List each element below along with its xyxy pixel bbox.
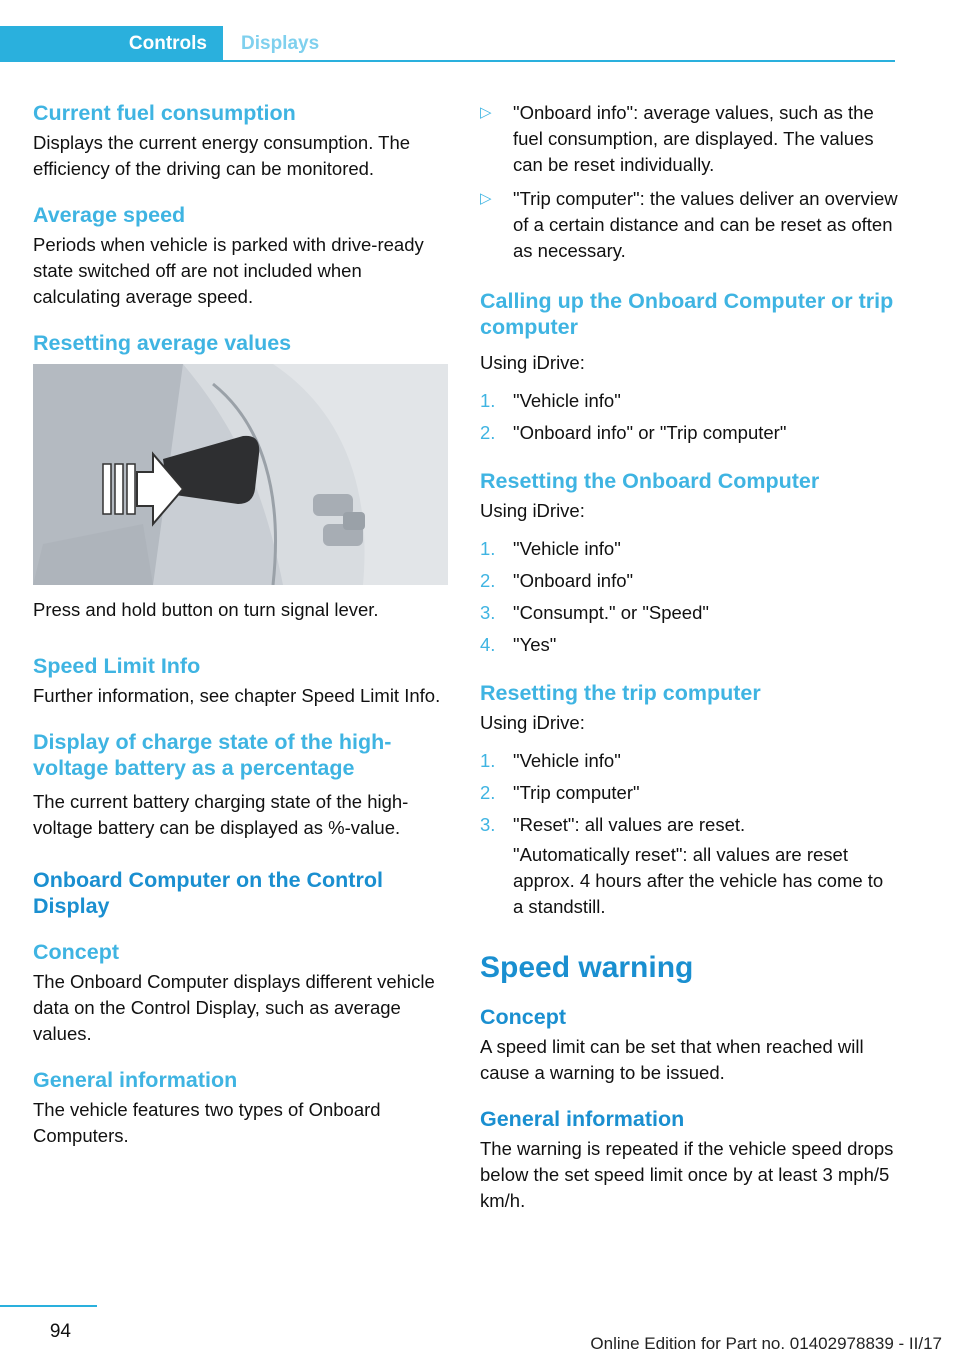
page-number-rule: [0, 1305, 97, 1307]
heading-speed-warning: Speed warning: [480, 951, 694, 984]
note-automatically-reset: "Automatically reset": all values are reset approx. 4 hours after the vehicle has come to a standstill.: [513, 844, 884, 917]
page-number-block: [0, 1305, 97, 1343]
heading-charge-state-display: Display of charge state of the high-voltage battery as a percentage: [33, 730, 392, 780]
steps-resetting-trip: [480, 748, 898, 838]
text-general-information: The vehicle features two types of Onboard Computers.: [33, 1099, 381, 1146]
list-item: 3. "Consumpt." or "Speed": [480, 602, 709, 623]
list-item: 1. "Vehicle info": [480, 750, 621, 771]
list-item: ▷ "Trip computer": the values deliver an overview of a certain distance and can be reset as often as necessary.: [480, 188, 898, 261]
list-item: 4. "Yes": [480, 634, 557, 655]
computer-types-list: [480, 100, 898, 264]
heading-resetting-trip-computer: Resetting the trip computer: [480, 681, 761, 705]
heading-resetting-onboard-computer: Resetting the Onboard Computer: [480, 469, 820, 493]
page-number: 94: [49, 1321, 71, 1342]
turn-signal-lever-illustration: [33, 364, 448, 585]
heading-resetting-average-values: Resetting average values: [33, 331, 292, 355]
footer-edition: Online Edition for Part no. 01402978839 - II/17: [590, 1334, 942, 1353]
text-using-idrive: Using iDrive:: [480, 500, 585, 521]
steps-resetting-onboard: [480, 536, 898, 658]
heading-calling-up-computer: Calling up the Onboard Computer or trip computer: [480, 289, 894, 339]
header-tabs: [0, 26, 895, 62]
text-charge-state-display: The current battery charging state of the high-voltage battery can be displayed as %-value.: [33, 791, 409, 838]
text-current-fuel-consumption: Displays the current energy consumption. The efficiency of the driving can be monitored.: [33, 132, 411, 179]
list-item: ▷ "Onboard info": average values, such as the fuel consumption, are displayed. The values can be reset individually.: [480, 102, 874, 175]
heading-current-fuel-consumption: Current fuel consumption: [33, 101, 296, 125]
text-concept: The Onboard Computer displays different vehicle data on the Control Display, such as average values.: [33, 971, 435, 1044]
list-item: 2. "Trip computer": [480, 782, 640, 803]
text-using-idrive: Using iDrive:: [480, 712, 585, 733]
heading-average-speed: Average speed: [33, 203, 186, 227]
text-speed-limit-info: Further information, see chapter Speed Limit Info.: [33, 685, 441, 706]
list-item: 2. "Onboard info" or "Trip computer": [480, 422, 787, 443]
text-using-idrive: Using iDrive:: [480, 352, 585, 373]
header-rule: [0, 60, 895, 62]
heading-speed-warning-concept: Concept: [480, 1005, 566, 1029]
caption-turn-signal-button: Press and hold button on turn signal lever.: [33, 599, 379, 620]
list-item: 2. "Onboard info": [480, 570, 634, 591]
text-average-speed: Periods when vehicle is parked with drive-ready state switched off are not included when calculating average speed.: [33, 234, 424, 307]
list-item: 1. "Vehicle info": [480, 390, 621, 411]
heading-onboard-computer-control-display: Onboard Computer on the Control Display: [33, 868, 383, 918]
text-speed-warning-concept: A speed limit can be set that when reached will cause a warning to be issued.: [480, 1036, 864, 1083]
right-column: [480, 100, 898, 1214]
heading-speed-limit-info: Speed Limit Info: [33, 654, 201, 678]
heading-speed-warning-general: General information: [480, 1107, 685, 1131]
steps-calling-up: [480, 388, 898, 446]
tab-displays[interactable]: Displays: [241, 33, 320, 54]
list-item: 3. "Reset": all values are reset.: [480, 814, 746, 835]
tab-controls[interactable]: Controls: [0, 26, 223, 62]
heading-general-information: General information: [33, 1068, 238, 1092]
left-column: [33, 100, 448, 1149]
text-speed-warning-general: The warning is repeated if the vehicle speed drops below the set speed limit once by at least 3 mph/5 km/h.: [480, 1138, 894, 1211]
list-item: 1. "Vehicle info": [480, 538, 621, 559]
heading-concept: Concept: [33, 940, 119, 964]
